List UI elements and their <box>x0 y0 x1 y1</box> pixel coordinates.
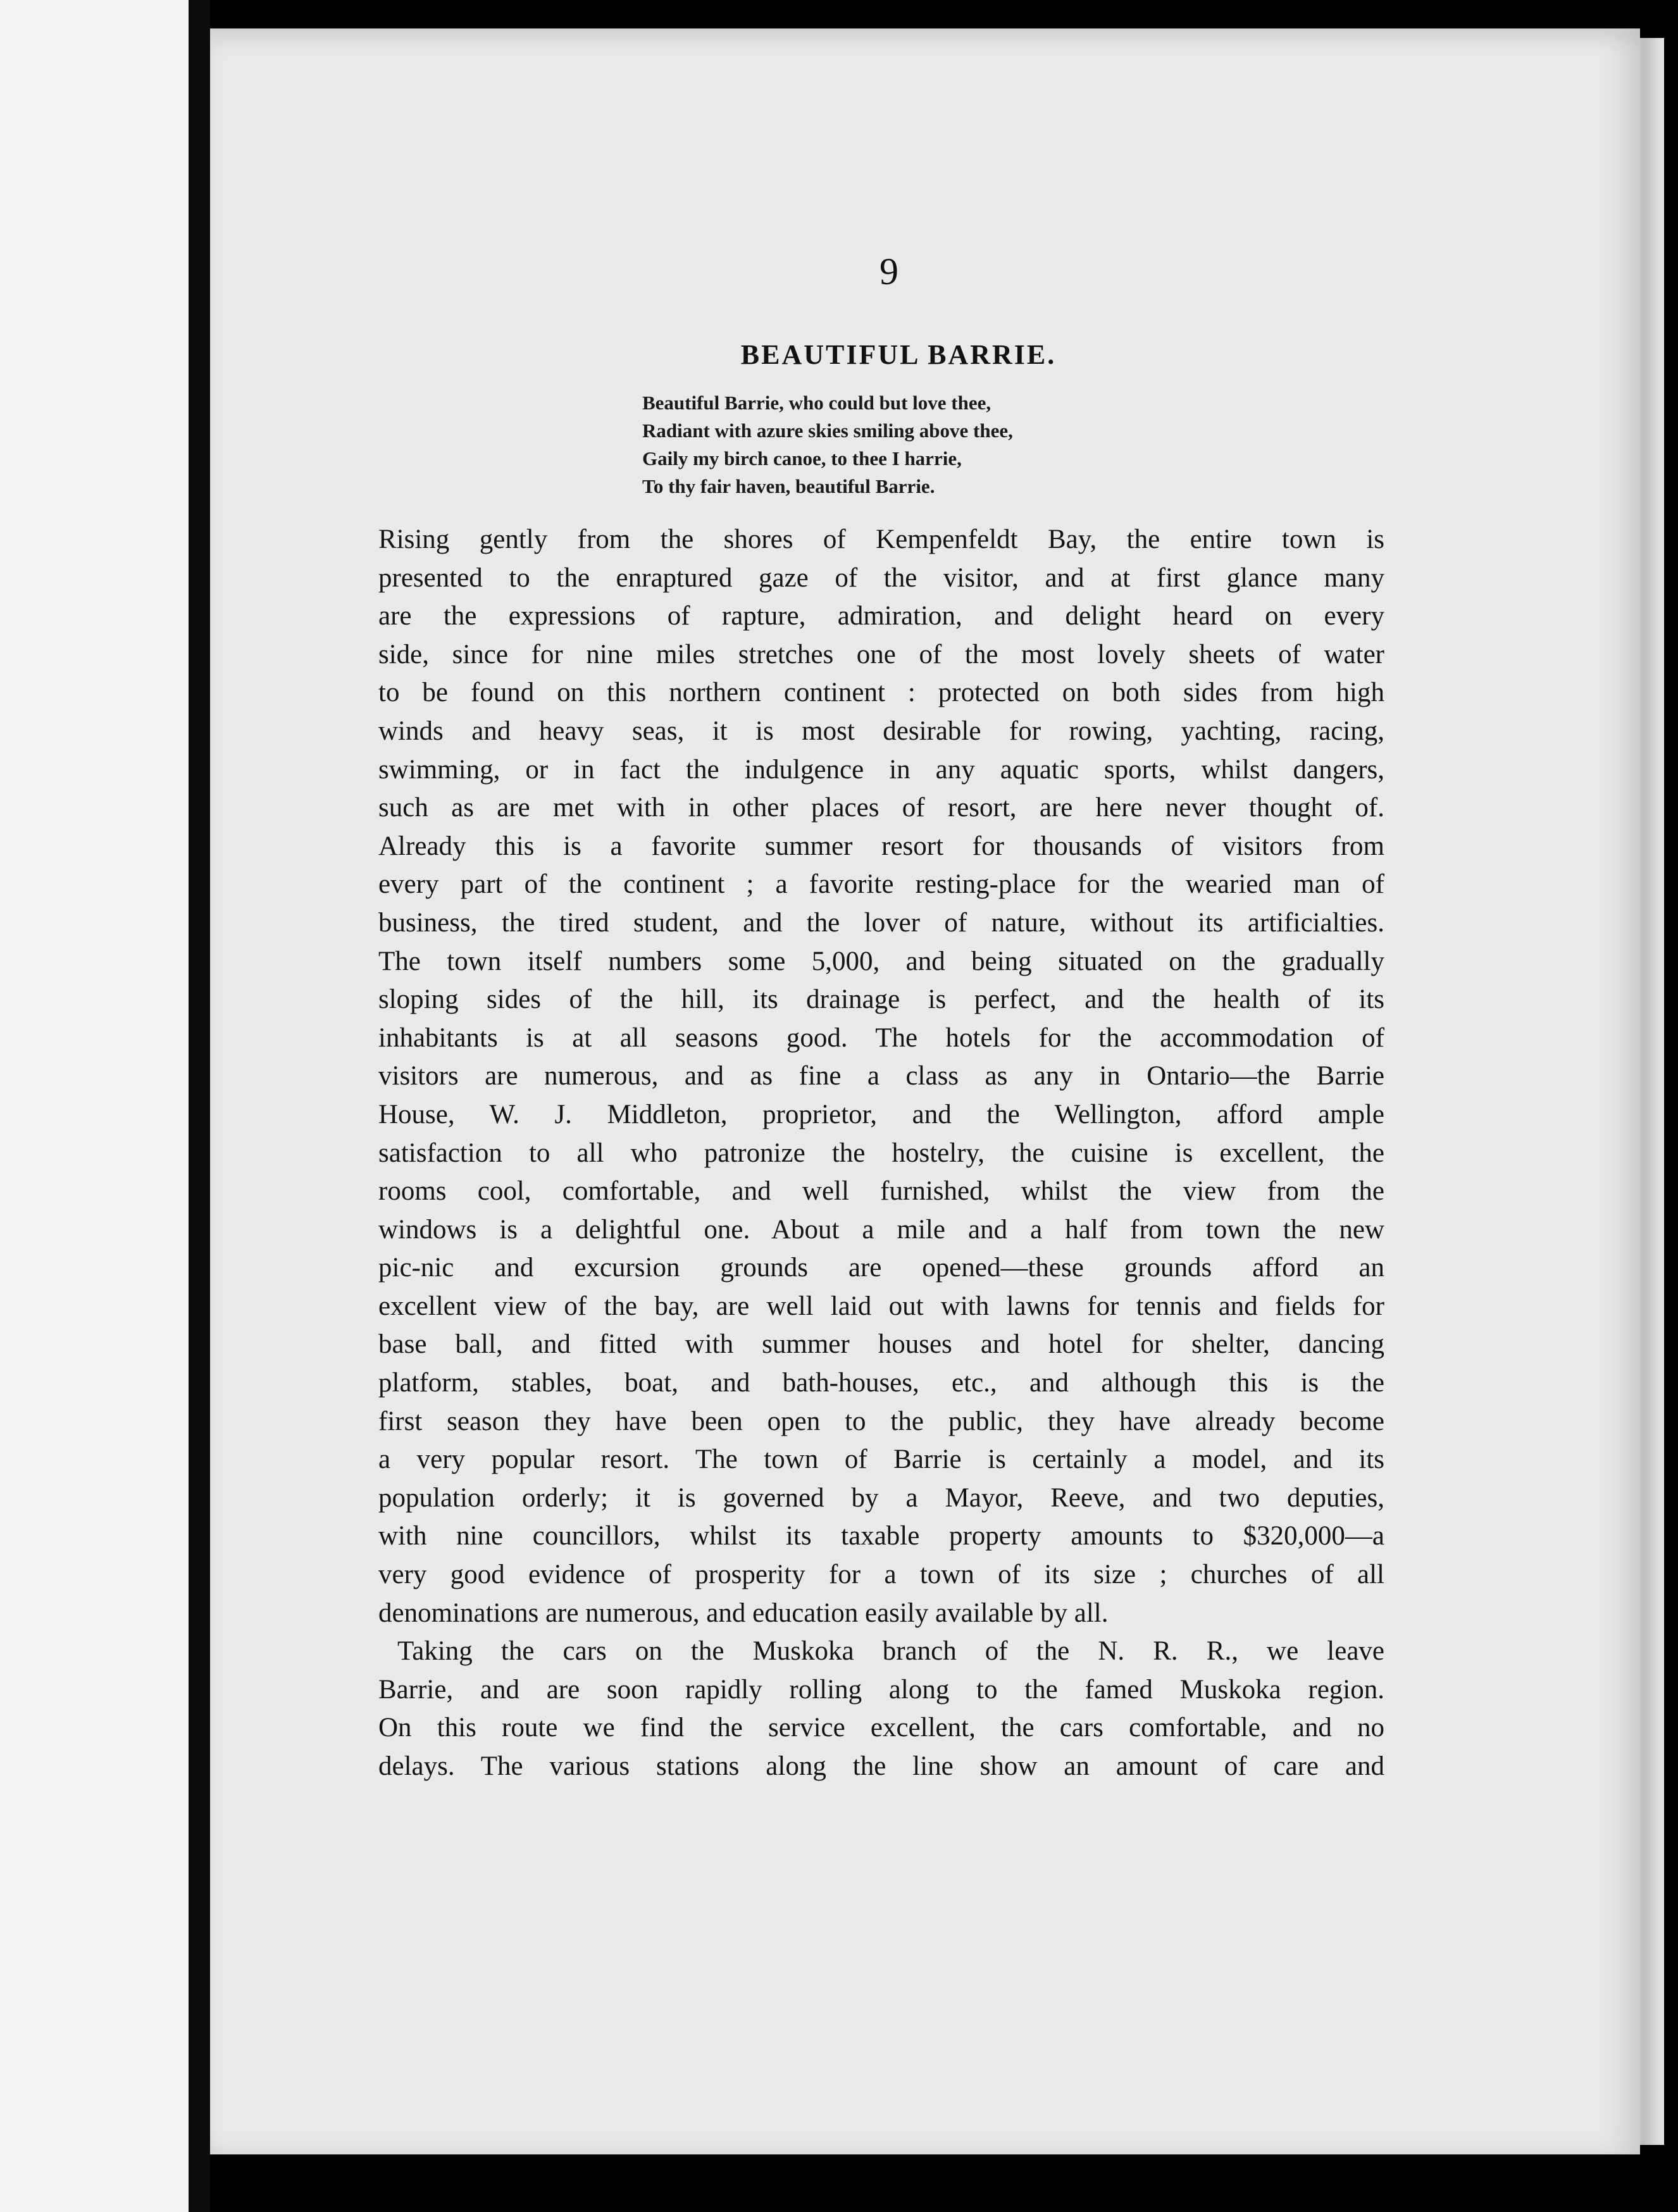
text-line: visitors are numerous, and as fine a class as any in Ontario—the Barrie <box>378 1061 1384 1091</box>
book-gutter <box>189 0 210 2212</box>
page-number: 9 <box>879 251 898 292</box>
text-line: every part of the continent ; a favorite resting-place for the wearied man of <box>378 869 1384 900</box>
text-line: denominations are numerous, and education easily available by all. <box>378 1598 1109 1628</box>
facing-page <box>0 0 189 2212</box>
text-line: platform, stables, boat, and bath-houses, etc., and although this is the <box>378 1368 1384 1398</box>
epigraph-line: To thy fair haven, beautiful Barrie. <box>642 475 935 497</box>
paragraph-1 <box>378 521 1384 1632</box>
text-line: business, the tired student, and the lover of nature, without its artificialties. <box>378 907 1384 938</box>
epigraph-line: Gaily my birch canoe, to thee I harrie, <box>642 447 962 469</box>
text-line: first season they have been open to the public, they have already become <box>378 1406 1384 1436</box>
text-line: Taking the cars on the Muskoka branch of the N. R. R., we leave <box>397 1636 1384 1667</box>
text-line: delays. The various stations along the line show an amount of care and <box>378 1751 1384 1781</box>
epigraph-line: Beautiful Barrie, who could but love thee, <box>642 392 991 414</box>
text-line: such as are met with in other places of resort, are here never thought of. <box>378 793 1384 823</box>
text-line: windows is a delightful one. About a mile and a half from town the new <box>378 1214 1384 1245</box>
text-line: pic-nic and excursion grounds are opened—these grounds afford an <box>378 1253 1384 1283</box>
text-line: rooms cool, comfortable, and well furnished, whilst the view from the <box>378 1176 1384 1207</box>
text-line: swimming, or in fact the indulgence in any aquatic sports, whilst dangers, <box>378 754 1384 785</box>
text-line: On this route we find the service excellent, the cars comfortable, and no <box>378 1713 1384 1743</box>
text-line: House, W. J. Middleton, proprietor, and the Wellington, afford ample <box>378 1099 1384 1129</box>
text-line: are the expressions of rapture, admiration, and delight heard on every <box>378 601 1384 631</box>
text-line: side, since for nine miles stretches one of the most lovely sheets of water <box>378 639 1384 669</box>
text-line: satisfaction to all who patronize the hostelry, the cuisine is excellent, the <box>378 1138 1384 1168</box>
text-line: to be found on this northern continent : protected on both sides from high <box>378 678 1384 708</box>
text-line: with nine councillors, whilst its taxable property amounts to $320,000—a <box>378 1521 1384 1551</box>
paragraph-2 <box>378 1632 1384 1786</box>
text-line: a very popular resort. The town of Barrie is certainly a model, and its <box>378 1445 1384 1475</box>
epigraph <box>642 389 1224 500</box>
text-line: excellent view of the bay, are well laid out with lawns for tennis and fields for <box>378 1291 1384 1321</box>
text-line: population orderly; it is governed by a Mayor, Reeve, and two deputies, <box>378 1482 1384 1513</box>
text-line: presented to the enraptured gaze of the visitor, and at first glance many <box>378 562 1384 593</box>
text-line: inhabitants is at all seasons good. The hotels for the accommodation of <box>378 1022 1384 1053</box>
text-line: base ball, and fitted with summer houses and hotel for shelter, dancing <box>378 1329 1384 1360</box>
text-line: winds and heavy seas, it is most desirable for rowing, yachting, racing, <box>378 716 1384 746</box>
text-line: Rising gently from the shores of Kempenfeldt Bay, the entire town is <box>378 525 1384 554</box>
text-line: Barrie, and are soon rapidly rolling along to the famed Muskoka region. <box>378 1674 1384 1705</box>
text-line: Already this is a favorite summer resort for thousands of visitors from <box>378 831 1384 861</box>
text-line: The town itself numbers some 5,000, and being situated on the gradually <box>378 946 1384 976</box>
epigraph-line: Radiant with azure skies smiling above thee, <box>642 419 1013 442</box>
chapter-title: BEAUTIFUL BARRIE. <box>740 339 1057 370</box>
body-text <box>378 521 1384 1786</box>
text-line: sloping sides of the hill, its drainage is perfect, and the health of its <box>378 985 1384 1015</box>
text-line: very good evidence of prosperity for a town of its size ; churches of all <box>378 1560 1384 1590</box>
